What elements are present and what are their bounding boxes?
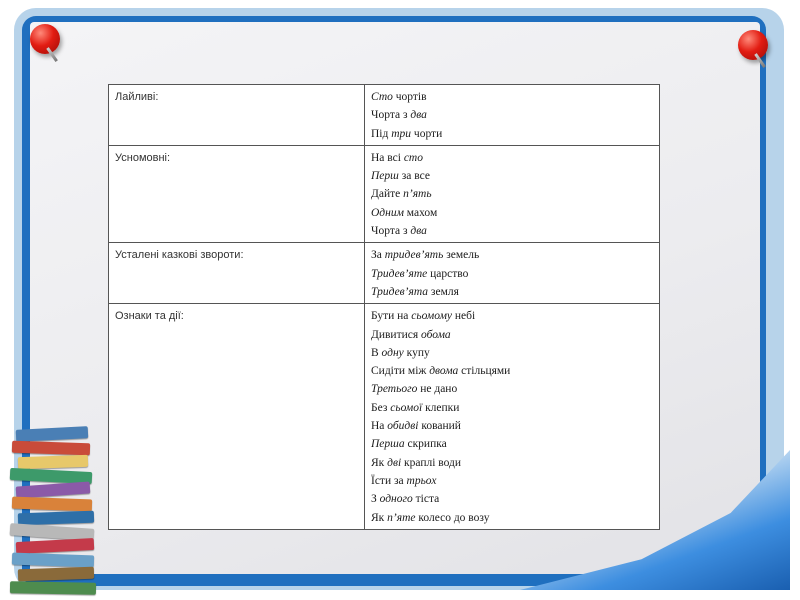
category-cell: Ознаки та дії: [109, 304, 365, 530]
phrase-text: махом [403, 206, 438, 219]
phrase-line [371, 106, 653, 124]
phrase-text: На всі [371, 151, 404, 164]
phrase-text: Бути на [371, 310, 412, 323]
phrase-text: Чорта з [371, 225, 411, 238]
phrase-text: На [371, 420, 388, 433]
table-row [109, 85, 660, 146]
phrase-text: скрипка [404, 438, 447, 451]
category-cell: Усномовні: [109, 145, 365, 242]
phrase-line [371, 222, 653, 240]
phrase-text: купу [403, 346, 430, 359]
phrase-numeral: Перш [371, 170, 399, 183]
phrase-text: чортів [392, 91, 427, 103]
phrase-text: Під [371, 127, 392, 140]
phrase-numeral: Одним [371, 206, 404, 219]
phrase-text: Дивитися [371, 328, 422, 341]
phrase-text: З [371, 493, 380, 506]
phrase-line [371, 88, 653, 106]
phrase-line [371, 362, 653, 380]
phrase-numeral: Сто [371, 91, 393, 103]
phrase-line [371, 344, 653, 362]
phrases-cell [365, 145, 660, 242]
phrase-numeral: двома [429, 365, 459, 378]
phrase-text: Сидіти між [371, 365, 430, 378]
phrase-line [371, 204, 653, 222]
phrase-text: не дано [417, 383, 458, 396]
phrase-numeral: два [410, 225, 427, 238]
phrase-numeral: п’ять [403, 188, 432, 201]
phrase-line [371, 509, 653, 527]
phrase-numeral: одну [381, 346, 404, 359]
phrase-line [371, 399, 653, 417]
phrase-text: чорти [411, 127, 443, 140]
phrase-line [371, 167, 653, 185]
phraseology-table [108, 84, 660, 530]
phrase-line [371, 149, 653, 167]
table-row [109, 243, 660, 304]
phrase-line [371, 472, 653, 490]
phrase-line [371, 307, 653, 325]
phrase-numeral: Тридев’ята [371, 285, 429, 298]
phrase-text: Як [371, 456, 388, 469]
phrases-cell [365, 304, 660, 530]
phrase-text: колесо до возу [415, 511, 490, 524]
phrase-text: За [371, 249, 385, 262]
phrase-text: за все [398, 170, 430, 183]
phrase-line [371, 435, 653, 453]
phrase-numeral: одного [379, 493, 413, 506]
phrase-text: тіста [412, 493, 440, 506]
phrase-text: стільцями [458, 365, 511, 378]
phrase-line [371, 283, 653, 301]
category-cell: Усталені казкові звороти: [109, 243, 365, 304]
phrase-line [371, 265, 653, 283]
pushpin-icon [26, 20, 66, 60]
phrase-text: краплі води [401, 456, 462, 469]
phrase-text: Їсти за [371, 474, 407, 487]
phrase-text: небі [452, 310, 476, 323]
pushpin-icon [734, 26, 774, 66]
phrase-numeral: сьомої [390, 401, 423, 414]
table-row [109, 145, 660, 242]
phrase-text: Як [371, 511, 388, 524]
phrases-cell [365, 85, 660, 146]
phrase-numeral: Тридев’яте [371, 267, 428, 280]
phrase-line [371, 380, 653, 398]
phrase-line [371, 125, 653, 143]
phrase-numeral: два [410, 109, 427, 122]
phrase-numeral: сто [403, 151, 423, 164]
phrase-numeral: Третього [371, 383, 418, 396]
phrase-numeral: дві [387, 456, 402, 469]
phrase-text: земель [443, 249, 480, 262]
phrase-numeral: три [391, 127, 412, 140]
phrase-text: царство [427, 267, 469, 280]
phrase-line [371, 326, 653, 344]
phrase-numeral: трьох [406, 474, 437, 487]
phrase-line [371, 185, 653, 203]
phraseology-table-wrapper [108, 84, 660, 524]
phrase-text: Чорта з [371, 109, 411, 122]
phrase-text: Без [371, 401, 391, 414]
phrase-text: кований [418, 420, 461, 433]
phrase-numeral: тридев’ять [384, 249, 444, 262]
phrase-line [371, 490, 653, 508]
phrase-text: земля [428, 285, 459, 298]
phrase-line [371, 417, 653, 435]
phrase-numeral: Перша [371, 438, 405, 451]
table-row [109, 304, 660, 530]
phrase-text: клепки [422, 401, 460, 414]
phrases-cell [365, 243, 660, 304]
phrase-text: В [371, 346, 382, 359]
category-cell: Лайливі: [109, 85, 365, 146]
books-stack-icon [6, 420, 116, 598]
phrase-numeral: обома [421, 328, 451, 341]
phrase-line [371, 246, 653, 264]
phrase-text: Дайте [371, 188, 404, 201]
phrase-line [371, 454, 653, 472]
phrase-numeral: обидві [387, 420, 419, 433]
phrase-numeral: п’яте [387, 511, 416, 524]
phrase-numeral: сьомому [411, 310, 453, 323]
